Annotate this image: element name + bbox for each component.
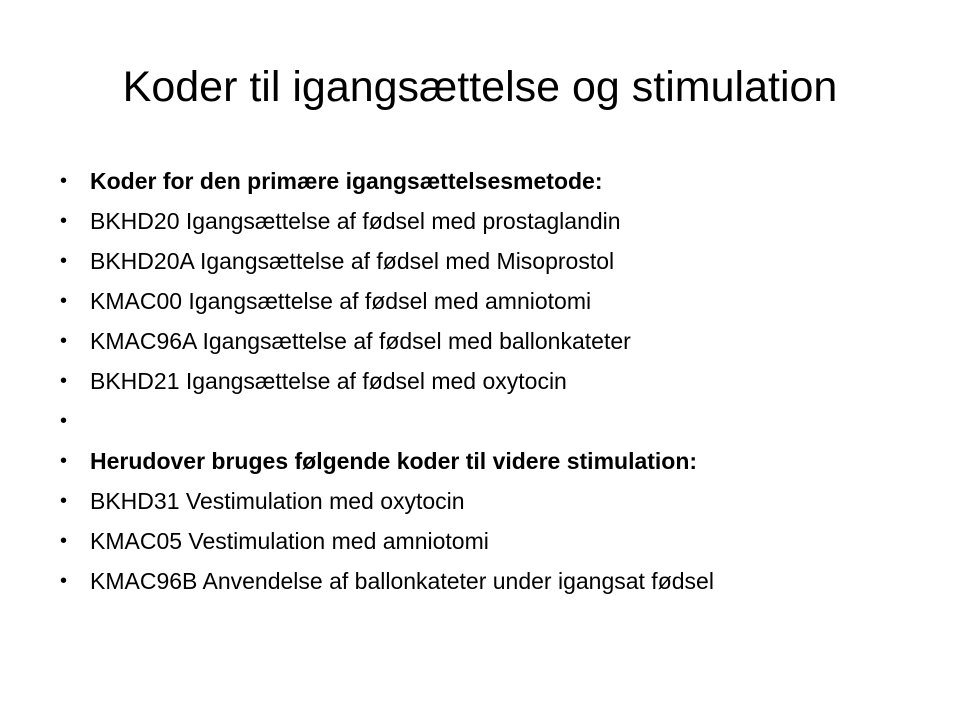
bullet-item xyxy=(58,168,888,195)
bullet-icon: • xyxy=(60,530,68,552)
bullet-text: BKHD20A Igangsættelse af fødsel med Misoprostol xyxy=(90,248,615,274)
bullet-item xyxy=(58,328,888,355)
bullet-list xyxy=(58,168,888,608)
bullet-text: BKHD31 Vestimulation med oxytocin xyxy=(90,488,465,514)
bullet-icon: • xyxy=(60,370,68,392)
bullet-item xyxy=(58,288,888,315)
bullet-item xyxy=(58,448,888,475)
bullet-item xyxy=(58,208,888,235)
bullet-icon: • xyxy=(60,290,68,312)
bullet-item xyxy=(58,248,888,275)
bullet-item xyxy=(58,568,888,595)
bullet-text: KMAC96A Igangsættelse af fødsel med ballonkateter xyxy=(90,328,631,354)
bullet-text: KMAC96B Anvendelse af ballonkateter under igangsat fødsel xyxy=(90,568,714,594)
bullet-item-empty xyxy=(58,408,888,435)
bullet-icon: • xyxy=(60,250,68,272)
bullet-icon: • xyxy=(60,330,68,352)
bullet-icon: • xyxy=(60,210,68,232)
bullet-text: KMAC00 Igangsættelse af fødsel med amniotomi xyxy=(90,288,592,314)
slide-title: Koder til igangsættelse og stimulation xyxy=(122,63,838,111)
bullet-text: KMAC05 Vestimulation med amniotomi xyxy=(90,528,489,554)
bullet-text: Herudover bruges følgende koder til videre stimulation: xyxy=(90,448,698,474)
bullet-icon: • xyxy=(60,450,68,472)
bullet-icon: • xyxy=(60,410,68,432)
bullet-item xyxy=(58,368,888,395)
bullet-text: BKHD21 Igangsættelse af fødsel med oxytocin xyxy=(90,368,567,394)
bullet-item xyxy=(58,488,888,515)
bullet-icon: • xyxy=(60,170,68,192)
bullet-item xyxy=(58,528,888,555)
bullet-text: Koder for den primære igangsættelsesmetode: xyxy=(90,168,603,194)
bullet-icon: • xyxy=(60,570,68,592)
bullet-icon: • xyxy=(60,490,68,512)
bullet-text: BKHD20 Igangsættelse af fødsel med prostaglandin xyxy=(90,208,621,234)
